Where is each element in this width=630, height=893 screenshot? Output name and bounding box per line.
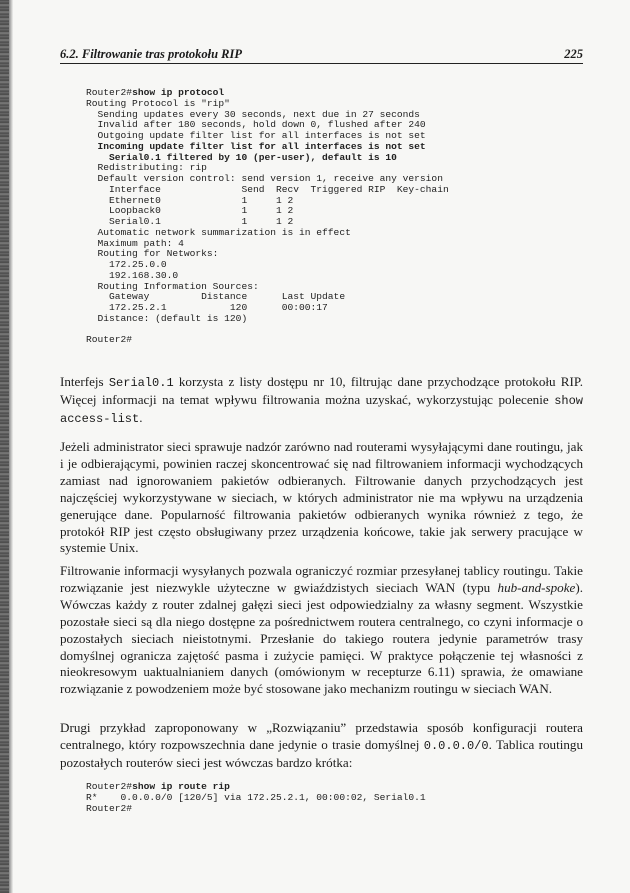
section-title: 6.2. Filtrowanie tras protokołu RIP [60,47,242,61]
text: . [139,409,143,425]
cli-line: Routing Protocol is "rip" [86,97,230,109]
cli-line: Default version control: send version 1, receive any version [86,173,443,184]
cli-prompt: Router2# [86,802,133,814]
scan-edge [0,0,9,893]
paragraph-3 [60,563,583,698]
text: Interfejs [60,374,109,389]
cli-prompt: Router2# [86,781,133,792]
italic-term: hub-and-spoke [497,579,576,595]
cli-line: Gateway Distance Last Update [86,291,346,303]
cli-line: Distance: (default is 120) [86,312,248,324]
running-header [60,45,583,64]
cli-line: Maximum path: 4 [86,237,184,249]
cli-line: 172.25.2.1 120 00:00:17 [86,302,328,313]
paragraph-2: Jeżeli administrator sieci sprawuje nadzór zarówno nad routerami wysyłającymi dane routingu, jak i je odbierającymi, powinien raczej skoncentrować się nad filtrowaniem informacji wychodzących zamiast nad ignorowaniem pakietów odbieranych. Filtrowanie danych przychodzących jest najczęściej wykorzystywane w sieciach, w których administrator nie ma wpływu na urządzenia generujące dane. Popularność filtrowania pakietów odbieranych wynika również z tego, że protokół RIP jest często obsługiwany przez urządzenia końcowe, takie jak serwery pracujące w systemie Unix. [60,439,583,556]
cli-line: 172.25.0.0 [86,259,167,270]
cli-line: Ethernet0 1 1 2 [86,194,294,206]
paragraph-4 [60,720,583,772]
text: Drugi przykład zaproponowany w „Rozwiązaniu” przedstawia sposób konfiguracji routera centralnego, który rozpowszechnia dane jedynie o trasie domyślnej [60,720,583,752]
cli-line: Routing for Networks: [86,248,219,260]
cli-prompt: Router2# [86,334,133,346]
cli-line-highlight: Incoming update filter list for all interfaces is not set [86,140,426,152]
cli-output-show-ip-protocol [86,88,449,346]
cli-prompt: Router2# [86,87,133,98]
inline-code: 0.0.0.0/0 [423,738,489,753]
cli-line: R* 0.0.0.0/0 [120/5] via 172.25.2.1, 00:00:02, Serial0.1 [86,791,426,803]
cli-command: show ip protocol [132,87,225,98]
text: . Tablica routingu pozostałych routerów sieci jest wówczas bardzo krótka: [60,736,584,770]
cli-output-show-ip-route-rip [86,782,426,814]
paragraph-1 [60,374,583,428]
cli-line: Outgoing update filter list for all interfaces is not set [86,130,426,141]
cli-line: Loopback0 1 1 2 [86,205,294,217]
inline-code: show access-list [60,393,583,426]
text: ). Wówczas każdy z router zdalnej gałęzi sieci jest odpowiedzialny za własny segment. Wszystkie pozostałe sieci są dla niego dostępne za pośrednictwem routera centralnego, co czyni informacje o pozostałych sieciach nieistotnymi. Przesłanie do takiego routera jedynie parametrów trasy domyślnej ogranicza zajętość pasma i zużycie pamięci. W praktyce połączenie tej własności z nieokresowym uaktualnianiem danych (omówionym w recepturze 6.11) sprawia, że omawiane rozwiązanie z powodzeniem może być stosowane jako mechanizm routingu w sieciach WAN. [60,579,583,697]
cli-line-highlight: Serial0.1 filtered by 10 (per-user), default is 10 [86,151,397,163]
scan-edge-shadow [9,0,13,893]
cli-command: show ip route rip [132,781,230,792]
text: Filtrowanie informacji wysyłanych pozwala ograniczyć rozmiar przesyłanej tablicy routingu. Takie rozwiązanie jest niezwykle użyteczne w gwiaździstych sieciach WAN (typu [60,563,583,595]
cli-line: Redistributing: rip [86,162,207,174]
page-number: 225 [564,47,583,61]
cli-line: Interface Send Recv Triggered RIP Key-chain [86,183,449,195]
inline-code: Serial0.1 [108,376,174,390]
cli-line: Routing Information Sources: [86,280,259,292]
text: korzysta z listy dostępu nr 10, filtrując dane przychodzące protokołu RIP. Więcej informacji na temat wpływu filtrowania można uzyskać, wykorzystując polecenie [60,374,583,407]
cli-line: Serial0.1 1 1 2 [86,216,294,227]
cli-line: Automatic network summarization is in effect [86,226,351,238]
cli-line: Sending updates every 30 seconds, next due in 27 seconds [86,108,420,120]
cli-line: 192.168.30.0 [86,269,179,281]
cli-line: Invalid after 180 seconds, hold down 0, flushed after 240 [86,119,426,131]
